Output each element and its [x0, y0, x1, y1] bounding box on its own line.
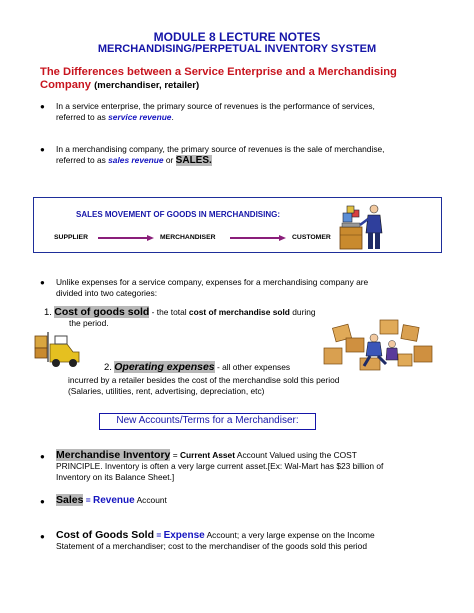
- bullet-icon: ●: [40, 532, 45, 541]
- flow-arrow: [98, 237, 148, 239]
- cogs-item: 1. Cost of goods sold - the total cost of merchandise sold during the period.: [44, 306, 316, 328]
- operating-expenses-term: Operating expenses: [114, 361, 215, 373]
- merchandise-inventory-item: Merchandise Inventory = Current Asset Account Valued using the COST PRINCIPLE. Inventory is often a very large current asset.[Ex: Wal-Mart has $23 billion of Inventory on its Balance Sheet.]: [56, 449, 384, 482]
- page-subtitle: MERCHANDISING/PERPETUAL INVENTORY SYSTEM: [97, 43, 377, 55]
- warehouse-boxes-clipart-icon: [320, 318, 438, 374]
- flow-step-merchandiser: MERCHANDISER: [160, 234, 216, 241]
- expenses-intro: Unlike expenses for a service company, expenses for a merchandising company are divided into two categories:: [56, 277, 369, 298]
- cogs-account-term: Cost of Goods Sold: [56, 529, 154, 541]
- cogs-term: Cost of goods sold: [54, 306, 150, 318]
- bullet-icon: ●: [40, 497, 45, 506]
- sales-term: SALES.: [175, 155, 212, 166]
- flow-arrow: [230, 237, 280, 239]
- operating-expenses-desc: incurred by a retailer besides the cost of the merchandise sold this period (Salaries, utilities, rent, advertising, depreciation, etc): [68, 375, 340, 396]
- sales-item: Sales = Revenue Account: [56, 494, 167, 506]
- service-revenue-term: service revenue: [108, 112, 172, 122]
- sales-account-term: Sales: [56, 494, 84, 506]
- operating-expenses-item: 2. Operating expenses - all other expenses: [104, 361, 291, 373]
- service-revenue-paragraph: In a service enterprise, the primary source of revenues is the performance of services, referred to as service revenue.: [56, 101, 375, 122]
- bullet-icon: ●: [40, 452, 45, 461]
- sales-revenue-paragraph: In a merchandising company, the primary source of revenues is the sale of merchandise, referred to as sales revenue or SALES.: [56, 144, 385, 166]
- bullet-icon: ●: [40, 278, 45, 287]
- bullet-icon: ●: [40, 102, 45, 111]
- goods-flow-title: SALES MOVEMENT OF GOODS IN MERCHANDISING:: [76, 210, 281, 219]
- flow-step-customer: CUSTOMER: [292, 234, 331, 241]
- arrow-right-icon: [147, 235, 154, 241]
- arrow-right-icon: [279, 235, 286, 241]
- shopper-clipart-icon: [338, 201, 388, 253]
- flow-step-supplier: SUPPLIER: [54, 234, 88, 241]
- new-accounts-heading: New Accounts/Terms for a Merchandiser:: [99, 413, 316, 430]
- forklift-clipart-icon: [33, 330, 83, 368]
- cogs-account-item: Cost of Goods Sold = Expense Account; a very large expense on the Income Statement of a merchandiser; cost to the merchandiser of the goods sold this period: [56, 529, 375, 551]
- differences-heading: The Differences between a Service Enterprise and a Merchandising Company (merchandiser, retailer): [40, 66, 397, 91]
- bullet-icon: ●: [40, 145, 45, 154]
- sales-revenue-term: sales revenue: [108, 155, 164, 165]
- merchandise-inventory-term: Merchandise Inventory: [56, 449, 171, 461]
- page-title: MODULE 8 LECTURE NOTES: [153, 30, 321, 44]
